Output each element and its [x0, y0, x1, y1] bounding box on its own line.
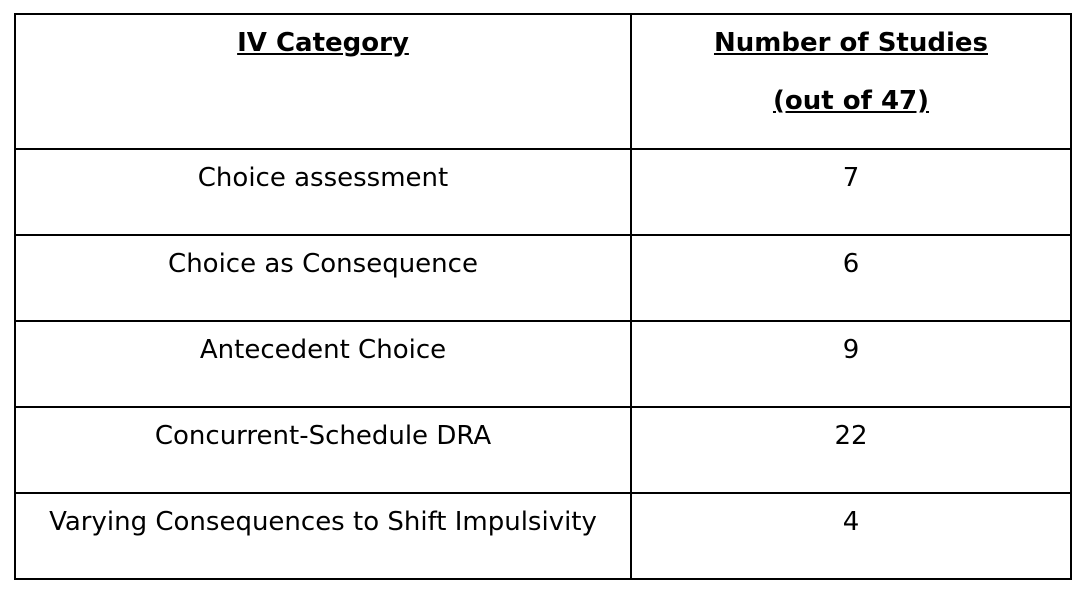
count-text: 4 — [842, 507, 860, 537]
header-number-of-studies — [631, 14, 1071, 149]
count-cell — [631, 407, 1071, 493]
count-text: 6 — [842, 249, 860, 279]
header-number-of-studies-label: Number of Studies — [713, 28, 988, 58]
count-text: 7 — [842, 163, 860, 193]
header-iv-category — [15, 14, 631, 149]
category-text: Choice as Consequence — [168, 249, 478, 279]
table-header-row — [15, 14, 1071, 149]
count-cell — [631, 321, 1071, 407]
category-text: Concurrent-Schedule DRA — [154, 421, 492, 451]
category-text: Choice assessment — [197, 163, 449, 193]
count-cell — [631, 493, 1071, 579]
iv-category-table — [14, 13, 1072, 580]
table-row — [15, 149, 1071, 235]
count-text: 22 — [834, 421, 868, 451]
header-out-of-total-label: (out of 47) — [772, 86, 930, 116]
table-row — [15, 407, 1071, 493]
header-iv-category-label: IV Category — [237, 28, 409, 58]
category-cell — [15, 407, 631, 493]
category-text: Antecedent Choice — [199, 335, 447, 365]
table-row — [15, 235, 1071, 321]
category-cell — [15, 493, 631, 579]
count-cell — [631, 149, 1071, 235]
count-text: 9 — [842, 335, 860, 365]
count-cell — [631, 235, 1071, 321]
table-row — [15, 321, 1071, 407]
table-row — [15, 493, 1071, 579]
category-cell — [15, 321, 631, 407]
category-cell — [15, 235, 631, 321]
category-text: Varying Consequences to Shift Impulsivity — [49, 507, 597, 537]
category-cell — [15, 149, 631, 235]
